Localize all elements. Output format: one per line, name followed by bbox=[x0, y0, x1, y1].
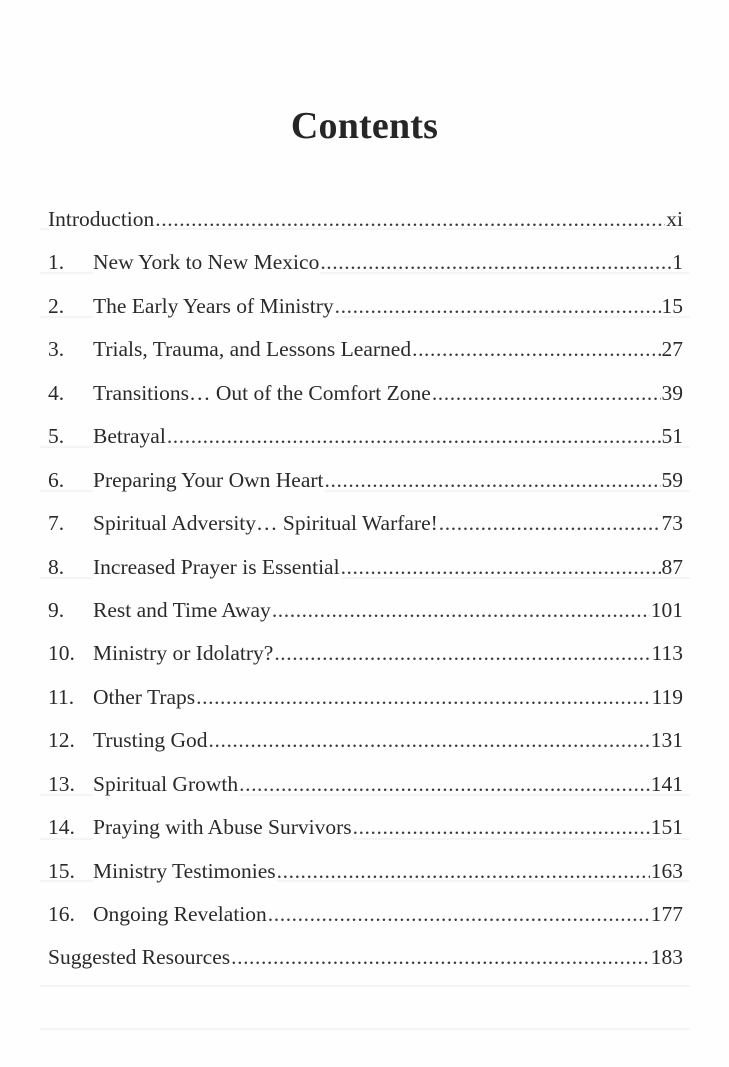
toc-entry-page: 113 bbox=[651, 641, 683, 666]
toc-entry-page: 51 bbox=[661, 424, 683, 449]
chapter-number: 5. bbox=[48, 424, 65, 449]
toc-entry-title: New York to New Mexico bbox=[93, 241, 320, 284]
toc-entry-page: 15 bbox=[661, 293, 683, 318]
toc-entry-page: 87 bbox=[661, 554, 683, 579]
chapter-number: 15. bbox=[48, 858, 75, 883]
dot-leader bbox=[155, 198, 665, 241]
bleed-through-line bbox=[40, 985, 690, 987]
toc-entry-page: 151 bbox=[650, 815, 683, 840]
toc-entry-chapter-9[interactable] bbox=[48, 589, 683, 632]
toc-entry-title: Transitions… Out of the Comfort Zone bbox=[93, 372, 432, 415]
page-title: Contents bbox=[290, 105, 439, 148]
toc-entry-page: 141 bbox=[650, 771, 683, 796]
toc-entry-chapter-6[interactable] bbox=[48, 459, 683, 502]
toc-entry-chapter-10[interactable] bbox=[48, 632, 683, 675]
dot-leader bbox=[325, 459, 661, 502]
toc-entry-chapter-13[interactable] bbox=[48, 763, 683, 806]
toc-entry-page: 101 bbox=[650, 597, 683, 622]
toc-entry-chapter-14[interactable] bbox=[48, 806, 683, 849]
toc-entry-title: Ministry Testimonies bbox=[93, 850, 277, 893]
toc-entry-page: 73 bbox=[661, 511, 683, 536]
toc-entry-page: 119 bbox=[651, 684, 683, 709]
toc-entry-page: 39 bbox=[661, 380, 683, 405]
dot-leader bbox=[274, 632, 650, 675]
dot-leader bbox=[268, 893, 650, 936]
toc-entry-title: Increased Prayer is Essential bbox=[93, 546, 341, 589]
toc-entry-title: Introduction bbox=[48, 198, 155, 241]
toc-entry-title: Trusting God bbox=[93, 719, 209, 762]
dot-leader bbox=[209, 719, 650, 762]
toc-entry-chapter-11[interactable] bbox=[48, 676, 683, 719]
table-of-contents bbox=[48, 198, 683, 980]
toc-entry-title: Other Traps bbox=[93, 676, 196, 719]
toc-entry-chapter-7[interactable] bbox=[48, 502, 683, 545]
chapter-number: 7. bbox=[48, 511, 65, 536]
chapter-number: 10. bbox=[48, 641, 75, 666]
dot-leader bbox=[231, 936, 650, 979]
toc-entry-chapter-15[interactable] bbox=[48, 850, 683, 893]
chapter-number: 11. bbox=[48, 684, 75, 709]
toc-entry-chapter-12[interactable] bbox=[48, 719, 683, 762]
chapter-number: 8. bbox=[48, 554, 65, 579]
toc-entry-page: 163 bbox=[650, 858, 683, 883]
toc-entry-page: 177 bbox=[650, 902, 683, 926]
chapter-number: 2. bbox=[48, 293, 65, 318]
dot-leader bbox=[320, 241, 671, 284]
toc-entry-page: 1 bbox=[672, 250, 683, 275]
chapter-number: 16. bbox=[48, 902, 75, 926]
toc-entry-page: 59 bbox=[661, 467, 683, 492]
chapter-number: 1. bbox=[48, 250, 65, 275]
chapter-number: 14. bbox=[48, 815, 75, 840]
toc-entry-page: 27 bbox=[661, 337, 683, 362]
dot-leader bbox=[432, 372, 661, 415]
toc-entry-page: 131 bbox=[650, 728, 683, 753]
toc-entry-title: Suggested Resources bbox=[48, 936, 231, 979]
toc-entry-chapter-1[interactable] bbox=[48, 241, 683, 284]
toc-entry-title: Ministry or Idolatry? bbox=[93, 632, 274, 675]
toc-entry-title: Betrayal bbox=[93, 415, 167, 458]
toc-entry-chapter-3[interactable] bbox=[48, 328, 683, 371]
chapter-number: 13. bbox=[48, 771, 75, 796]
toc-entry-suggested-resources[interactable] bbox=[48, 936, 683, 979]
dot-leader bbox=[239, 763, 650, 806]
dot-leader bbox=[341, 546, 661, 589]
chapter-number: 3. bbox=[48, 337, 65, 362]
toc-entry-title: Preparing Your Own Heart bbox=[93, 459, 325, 502]
toc-entry-title: Spiritual Growth bbox=[93, 763, 239, 806]
toc-entry-chapter-5[interactable] bbox=[48, 415, 683, 458]
toc-entry-title: Ongoing Revelation bbox=[93, 893, 268, 936]
toc-entry-title: Trials, Trauma, and Lessons Learned bbox=[93, 328, 412, 371]
toc-entry-chapter-2[interactable] bbox=[48, 285, 683, 328]
toc-entry-chapter-8[interactable] bbox=[48, 546, 683, 589]
toc-entry-page: 183 bbox=[650, 945, 683, 970]
dot-leader bbox=[277, 850, 650, 893]
dot-leader bbox=[196, 676, 650, 719]
dot-leader bbox=[412, 328, 660, 371]
toc-entry-chapter-4[interactable] bbox=[48, 372, 683, 415]
bleed-through-line bbox=[40, 1028, 690, 1030]
toc-entry-title: Rest and Time Away bbox=[93, 589, 272, 632]
toc-entry-introduction[interactable] bbox=[48, 198, 683, 241]
chapter-number: 6. bbox=[48, 467, 65, 492]
dot-leader bbox=[335, 285, 661, 328]
toc-entry-title: Praying with Abuse Survivors bbox=[93, 806, 353, 849]
chapter-number: 9. bbox=[48, 597, 65, 622]
toc-entry-title: The Early Years of Ministry bbox=[93, 285, 335, 328]
dot-leader bbox=[272, 589, 650, 632]
toc-entry-chapter-16[interactable] bbox=[48, 893, 683, 936]
toc-entry-title: Spiritual Adversity… Spiritual Warfare! bbox=[93, 502, 439, 545]
dot-leader bbox=[167, 415, 661, 458]
dot-leader bbox=[353, 806, 650, 849]
chapter-number: 12. bbox=[48, 728, 75, 753]
chapter-number: 4. bbox=[48, 380, 65, 405]
toc-entry-page: xi bbox=[666, 207, 683, 231]
dot-leader bbox=[439, 502, 661, 545]
